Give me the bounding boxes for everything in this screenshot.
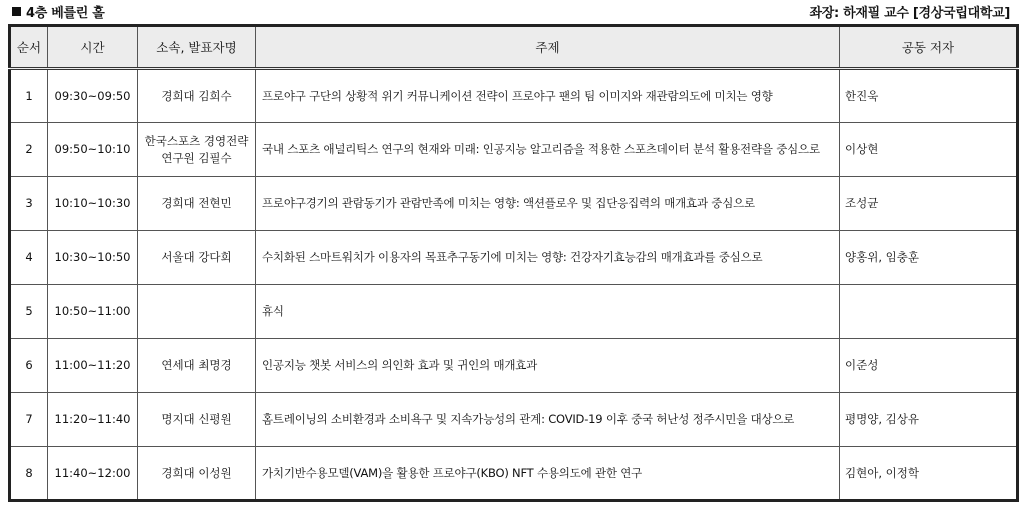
row-time: 10:50~11:00 — [48, 285, 138, 339]
row-coauthors: 평명양, 김상유 — [840, 393, 1018, 447]
table-row — [10, 285, 1018, 339]
row-coauthors: 양홍위, 임충훈 — [840, 231, 1018, 285]
row-coauthors: 김현아, 이정학 — [840, 447, 1018, 501]
row-order: 6 — [10, 339, 48, 393]
row-topic: 수치화된 스마트워치가 이용자의 목표추구동기에 미치는 영향: 건강자기효능감의 매개효과를 중심으로 — [256, 231, 840, 285]
row-coauthors: 조성균 — [840, 177, 1018, 231]
row-order: 1 — [10, 69, 48, 123]
row-coauthors: 이상현 — [840, 123, 1018, 177]
table-row — [10, 447, 1018, 501]
row-time: 09:30~09:50 — [48, 69, 138, 123]
table-header-row — [10, 26, 1018, 69]
row-order: 4 — [10, 231, 48, 285]
row-order: 2 — [10, 123, 48, 177]
col-header-time: 시간 — [48, 26, 138, 69]
row-presenter — [138, 285, 256, 339]
row-topic: 프로야구 구단의 상황적 위기 커뮤니케이션 전략이 프로야구 팬의 팀 이미지와 재관람의도에 미치는 영향 — [256, 69, 840, 123]
row-presenter: 경희대 김희수 — [138, 69, 256, 123]
table-row — [10, 69, 1018, 123]
row-presenter: 경희대 이성원 — [138, 447, 256, 501]
row-presenter: 명지대 신평원 — [138, 393, 256, 447]
row-time: 09:50~10:10 — [48, 123, 138, 177]
row-topic: 휴식 — [256, 285, 840, 339]
row-topic: 홈트레이닝의 소비환경과 소비욕구 및 지속가능성의 관계: COVID-19 이후 중국 허난성 정주시민을 대상으로 — [256, 393, 840, 447]
row-coauthors — [840, 285, 1018, 339]
session-chair: 좌장: 하재필 교수 [경상국립대학교] — [809, 6, 1010, 21]
row-order: 5 — [10, 285, 48, 339]
table-row — [10, 123, 1018, 177]
row-time: 11:00~11:20 — [48, 339, 138, 393]
hall-title — [12, 2, 105, 21]
schedule-table — [8, 24, 1019, 502]
row-coauthors: 한진욱 — [840, 69, 1018, 123]
row-order: 3 — [10, 177, 48, 231]
row-time: 11:20~11:40 — [48, 393, 138, 447]
hall-name: 4층 베를린 홀 — [26, 6, 105, 21]
col-header-topic: 주제 — [256, 26, 840, 69]
row-presenter: 연세대 최명경 — [138, 339, 256, 393]
square-bullet-icon — [12, 7, 21, 16]
table-row — [10, 177, 1018, 231]
table-row — [10, 231, 1018, 285]
row-time: 10:10~10:30 — [48, 177, 138, 231]
row-presenter: 한국스포츠 경영전략연구원 김필수 — [138, 123, 256, 177]
row-coauthors: 이준성 — [840, 339, 1018, 393]
row-time: 11:40~12:00 — [48, 447, 138, 501]
col-header-presenter: 소속, 발표자명 — [138, 26, 256, 69]
row-topic: 가치기반수용모델(VAM)을 활용한 프로야구(KBO) NFT 수용의도에 관한 연구 — [256, 447, 840, 501]
table-row — [10, 393, 1018, 447]
col-header-coauthors: 공동 저자 — [840, 26, 1018, 69]
table-row — [10, 339, 1018, 393]
row-presenter: 서울대 강다희 — [138, 231, 256, 285]
row-topic: 인공지능 챗봇 서비스의 의인화 효과 및 귀인의 매개효과 — [256, 339, 840, 393]
row-presenter: 경희대 전현민 — [138, 177, 256, 231]
row-topic: 프로야구경기의 관람동기가 관람만족에 미치는 영향: 액션플로우 및 집단응집력의 매개효과 중심으로 — [256, 177, 840, 231]
session-header — [0, 0, 1024, 22]
row-order: 7 — [10, 393, 48, 447]
row-time: 10:30~10:50 — [48, 231, 138, 285]
row-order: 8 — [10, 447, 48, 501]
row-topic: 국내 스포츠 애널리틱스 연구의 현재와 미래: 인공지능 알고리즘을 적용한 스포츠데이터 분석 활용전략을 중심으로 — [256, 123, 840, 177]
col-header-order: 순서 — [10, 26, 48, 69]
